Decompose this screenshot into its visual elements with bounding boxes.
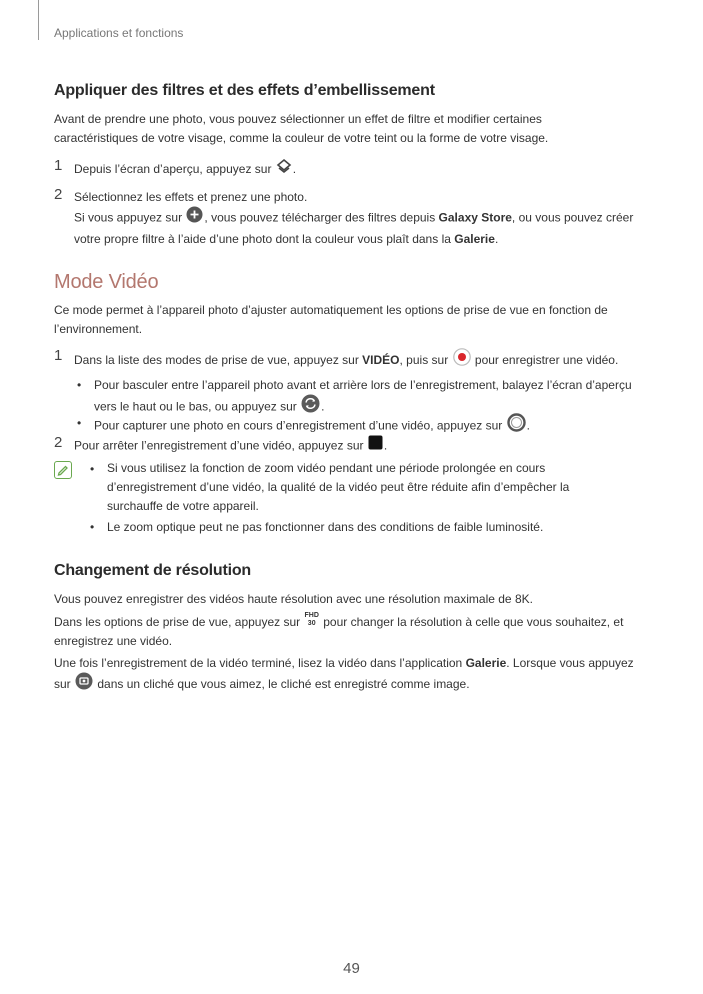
capture-photo-icon — [507, 413, 526, 438]
resolution-paragraph-1: Vous pouvez enregistrer des vidéos haute résolution avec une résolution maximale de 8K. — [54, 592, 533, 606]
video-step-1: Dans la liste des modes de prise de vue, appuyez sur VIDÉO, puis sur pour enregistrer une vidéo. — [74, 349, 618, 373]
resolution-heading: Changement de résolution — [54, 562, 251, 579]
video-step-1-number: 1 — [54, 347, 63, 364]
filters-intro-line-2: caractéristiques de votre visage, comme la couleur de votre teint ou la forme de votre visage. — [54, 131, 549, 145]
note-icon — [54, 461, 72, 479]
filters-heading: Appliquer des filtres et des effets d’embellissement — [54, 82, 435, 99]
video-mode-label: VIDÉO — [362, 353, 400, 368]
bullet-marker: • — [90, 462, 95, 476]
filters-step-2-sub-line-2: votre propre filtre à l’aide d’une photo dont la couleur vous plaît dans la Galerie. — [74, 232, 499, 246]
bullet-marker: • — [77, 416, 82, 430]
resolution-paragraph-3: Une fois l’enregistrement de la vidéo terminé, lisez la vidéo dans l’application Galerie. Lorsque vous appuyez sur dans un cliché que vous aimez, le cliché est enregistré comme image. — [54, 654, 634, 697]
video-step-2: Pour arrêter l’enregistrement d’une vidéo, appuyez sur . — [74, 436, 387, 457]
note-1: Si vous utilisez la fonction de zoom vidéo pendant une période prolongée en cours d’enregistrement d’une vidéo, la qualité de la vidéo peut être réduite afin d’empêcher la surchauffe de votre appareil. — [107, 461, 570, 513]
video-bullet-1: Pour basculer entre l’appareil photo avant et arrière lors de l’enregistrement, balayez l’écran d’aperçu vers le haut ou le bas, ou appuyez sur . — [94, 376, 632, 420]
bullet-marker: • — [77, 378, 82, 392]
filters-intro — [54, 110, 548, 148]
filter-effects-icon — [276, 158, 292, 180]
filters-step-1-text: Depuis l’écran d’aperçu, appuyez sur — [74, 162, 272, 177]
video-bullet-2: Pour capturer une photo en cours d’enregistrement d’une vidéo, appuyez sur . — [94, 414, 530, 439]
galerie-label: Galerie — [454, 232, 495, 246]
video-mode-heading: Mode Vidéo — [54, 271, 159, 293]
stop-icon — [368, 435, 383, 456]
add-filter-icon — [186, 206, 203, 229]
filters-step-1: Depuis l’écran d’aperçu, appuyez sur . — [74, 159, 296, 181]
resolution-fhd-icon: FHD 30 — [304, 612, 319, 628]
video-intro: Ce mode permet à l’appareil photo d’ajuster automatiquement les options de prise de vue en fonction de l’environnement. — [54, 303, 608, 336]
bullet-marker: • — [90, 520, 95, 534]
galerie-label: Galerie — [465, 656, 507, 670]
filters-step-2 — [74, 188, 633, 249]
filters-step-1-number: 1 — [54, 157, 63, 174]
filters-step-2-number: 2 — [54, 186, 63, 203]
running-header: Applications et fonctions — [54, 26, 184, 40]
header-divider — [38, 0, 39, 40]
resolution-paragraph-2: Dans les options de prise de vue, appuyez sur FHD 30 pour changer la résolution à celle que vous souhaitez, et enregistrez une vidéo. — [54, 612, 624, 648]
video-step-2-number: 2 — [54, 434, 63, 451]
capture-frame-icon — [75, 672, 93, 696]
record-icon — [453, 348, 471, 372]
filters-intro-line-1: Avant de prendre une photo, vous pouvez sélectionner un effet de filtre et modifier certaines — [54, 112, 542, 126]
galaxy-store-label: Galaxy Store — [438, 210, 512, 225]
note-2: Le zoom optique peut ne pas fonctionner dans des conditions de faible luminosité. — [107, 520, 544, 534]
filters-step-2-sub: Si vous appuyez sur , vous pouvez télécharger des filtres depuis Galaxy Store, ou vous pouvez créer — [74, 207, 633, 230]
filters-step-2-text: Sélectionnez les effets et prenez une photo. — [74, 190, 308, 204]
page-number: 49 — [343, 960, 360, 977]
